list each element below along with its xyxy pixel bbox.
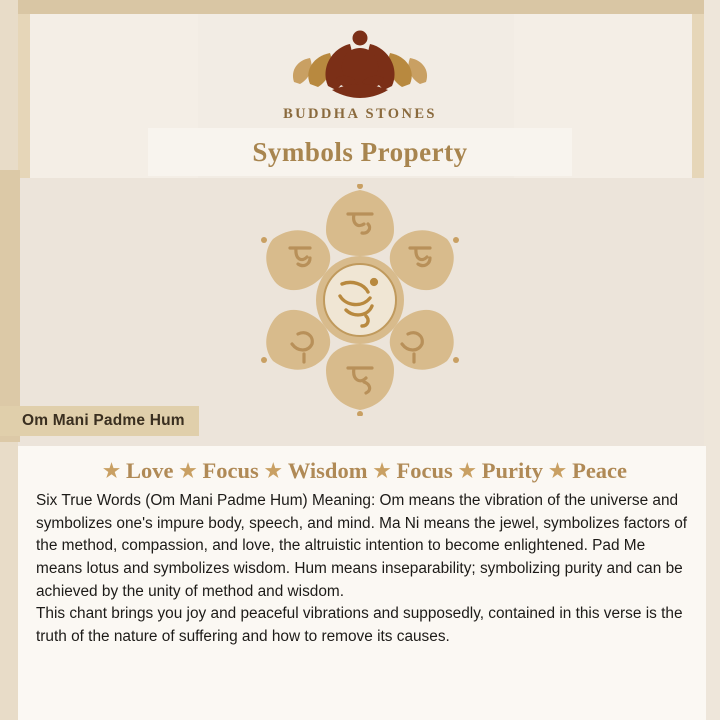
star-icon: ★ [373, 460, 391, 482]
mandala-illustration [0, 182, 720, 418]
star-icon: ★ [458, 460, 476, 482]
keyword-item-3 [259, 458, 368, 484]
star-icon: ★ [549, 460, 567, 482]
keyword-label: Peace [572, 458, 628, 483]
status-badge [0, 406, 199, 436]
star-icon: ★ [264, 460, 282, 482]
description-paragraph-1: Six True Words (Om Mani Padme Hum) Meaning: Om means the vibration of the universe and symbolizes one's impure body, speech, and mind. Ma Ni means the jewel, symbolizes factors of the method, compassion, and love, the altruistic intention to become enlightened. Pad Me means lotus and symbolizes wisdom. Hum means inseparability; symbolizing purity and can be achieved by the unity of method and wisdom. [36, 492, 688, 600]
description-body [18, 484, 706, 648]
status-badge-label: Om Mani Padme Hum [22, 412, 185, 429]
keyword-item-6 [543, 458, 627, 484]
description-panel [18, 446, 706, 720]
keyword-label: Focus [396, 458, 453, 483]
keyword-item-4 [367, 458, 452, 484]
page-title-text: Symbols Property [252, 136, 468, 167]
page-title [148, 128, 572, 176]
brand-name: BUDDHA STONES [283, 106, 437, 122]
om-mani-padme-hum-mandala-icon [242, 184, 478, 416]
keyword-label: Love [125, 458, 174, 483]
description-paragraph-2: This chant brings you joy and peaceful vibrations and supposedly, contained in this verse is the truth of the nature of suffering and how to remove its causes. [36, 605, 683, 645]
lotus-meditation-icon [280, 20, 440, 102]
top-frame-line [18, 0, 704, 14]
brand-header [0, 20, 720, 123]
keyword-label: Focus [202, 458, 259, 483]
keyword-list [18, 446, 706, 484]
keyword-label: Wisdom [287, 458, 368, 483]
keyword-item-2 [173, 458, 258, 484]
keyword-item-5 [453, 458, 543, 484]
star-icon: ★ [179, 460, 197, 482]
star-icon: ★ [102, 460, 120, 482]
keyword-label: Purity [481, 458, 544, 483]
keyword-item-1 [97, 458, 174, 484]
